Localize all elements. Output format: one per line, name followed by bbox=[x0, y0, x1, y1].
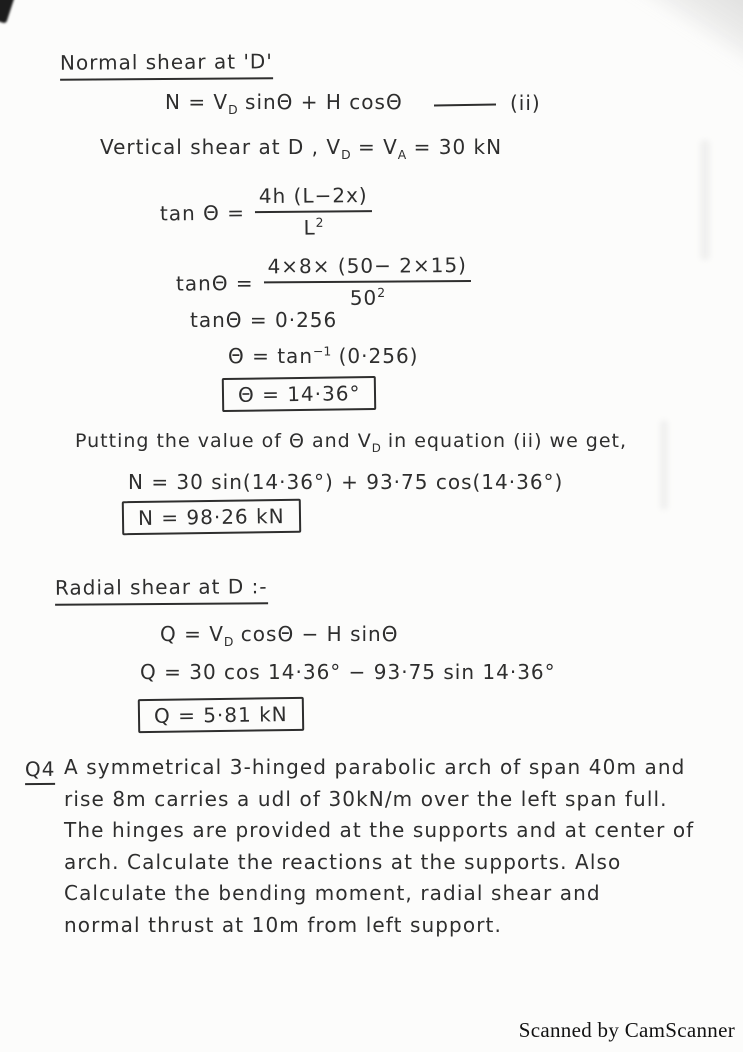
fraction-numerator: 4×8× (50− 2×15) bbox=[263, 253, 471, 283]
equation-text: Θ = tan bbox=[228, 344, 313, 368]
subscript-d: D bbox=[223, 634, 234, 649]
equation-text: N = V bbox=[165, 90, 229, 114]
subscript-a: A bbox=[397, 147, 407, 162]
fraction bbox=[255, 183, 372, 240]
theta-inverse-line bbox=[228, 344, 418, 368]
question-number: Q4 bbox=[25, 757, 56, 785]
equation-text: Q = V bbox=[160, 622, 224, 646]
tan-values-equation bbox=[175, 252, 471, 313]
theta-result-box: Θ = 14·36° bbox=[222, 376, 377, 412]
putting-values-line bbox=[75, 430, 627, 455]
scan-corner-mark bbox=[0, 0, 15, 24]
superscript-2: 2 bbox=[315, 214, 324, 230]
q4-line-3: The hinges are provided at the supports and at center of bbox=[64, 818, 695, 842]
q4-line-4: arch. Calculate the reactions at the supports. Also bbox=[64, 850, 622, 874]
equation-lhs: tanΘ = bbox=[175, 270, 254, 296]
scan-streak bbox=[660, 420, 668, 510]
subscript-d: D bbox=[228, 102, 238, 117]
subscript-d: D bbox=[371, 440, 381, 455]
camscanner-watermark: Scanned by CamScanner bbox=[518, 1018, 735, 1042]
equation-text: cosΘ − H sinΘ bbox=[233, 622, 399, 646]
tan-result-line: tanΘ = 0·256 bbox=[190, 308, 338, 332]
radial-shear-calculation: Q = 30 cos 14·36° − 93·75 sin 14·36° bbox=[140, 660, 556, 684]
superscript-2: 2 bbox=[377, 284, 386, 300]
scan-streak bbox=[700, 140, 710, 260]
subscript-d: D bbox=[341, 147, 351, 162]
n-calculation-line: N = 30 sin(14·36°) + 93·75 cos(14·36°) bbox=[128, 470, 564, 494]
equation-text: sinΘ + H cosΘ bbox=[237, 90, 403, 114]
fraction-denominator: $50^2$ bbox=[349, 284, 386, 310]
equation-lhs: tan Θ = bbox=[159, 200, 246, 226]
equation-text: (0·256) bbox=[331, 344, 419, 368]
fraction-denominator: $L^2$ bbox=[303, 214, 324, 240]
equation-text: Vertical shear at D , V bbox=[100, 135, 342, 159]
fraction bbox=[263, 253, 471, 310]
n-result-box: N = 98·26 kN bbox=[122, 499, 301, 535]
text: in equation (ii) we get, bbox=[380, 430, 628, 452]
tan-general-equation bbox=[160, 185, 372, 243]
normal-shear-equation bbox=[165, 90, 403, 118]
radial-shear-heading: Radial shear at D :- bbox=[55, 574, 268, 605]
q4-line-2: rise 8m carries a udl of 30kN/m over the left span full. bbox=[64, 787, 668, 811]
radial-shear-equation bbox=[160, 622, 398, 650]
equation-reference bbox=[434, 91, 541, 115]
superscript-inverse: −1 bbox=[313, 343, 332, 359]
q4-line-5: Calculate the bending moment, radial shear and bbox=[64, 881, 601, 905]
scan-corner-shadow bbox=[583, 0, 743, 114]
q-result-box: Q = 5·81 kN bbox=[138, 697, 304, 733]
equation-text: = V bbox=[350, 135, 398, 159]
equation-text: = 30 kN bbox=[406, 135, 503, 159]
q4-line-6: normal thrust at 10m from left support. bbox=[64, 913, 502, 937]
q4-line-1: A symmetrical 3-hinged parabolic arch of span 40m and bbox=[64, 755, 686, 779]
reference-label: (ii) bbox=[510, 91, 541, 115]
reference-dash bbox=[434, 103, 496, 106]
text: Putting the value of Θ and V bbox=[75, 430, 372, 452]
normal-shear-heading: Normal shear at 'D' bbox=[60, 49, 273, 80]
vertical-shear-line bbox=[100, 135, 502, 163]
fraction-numerator: 4h (L−2x) bbox=[255, 183, 372, 213]
